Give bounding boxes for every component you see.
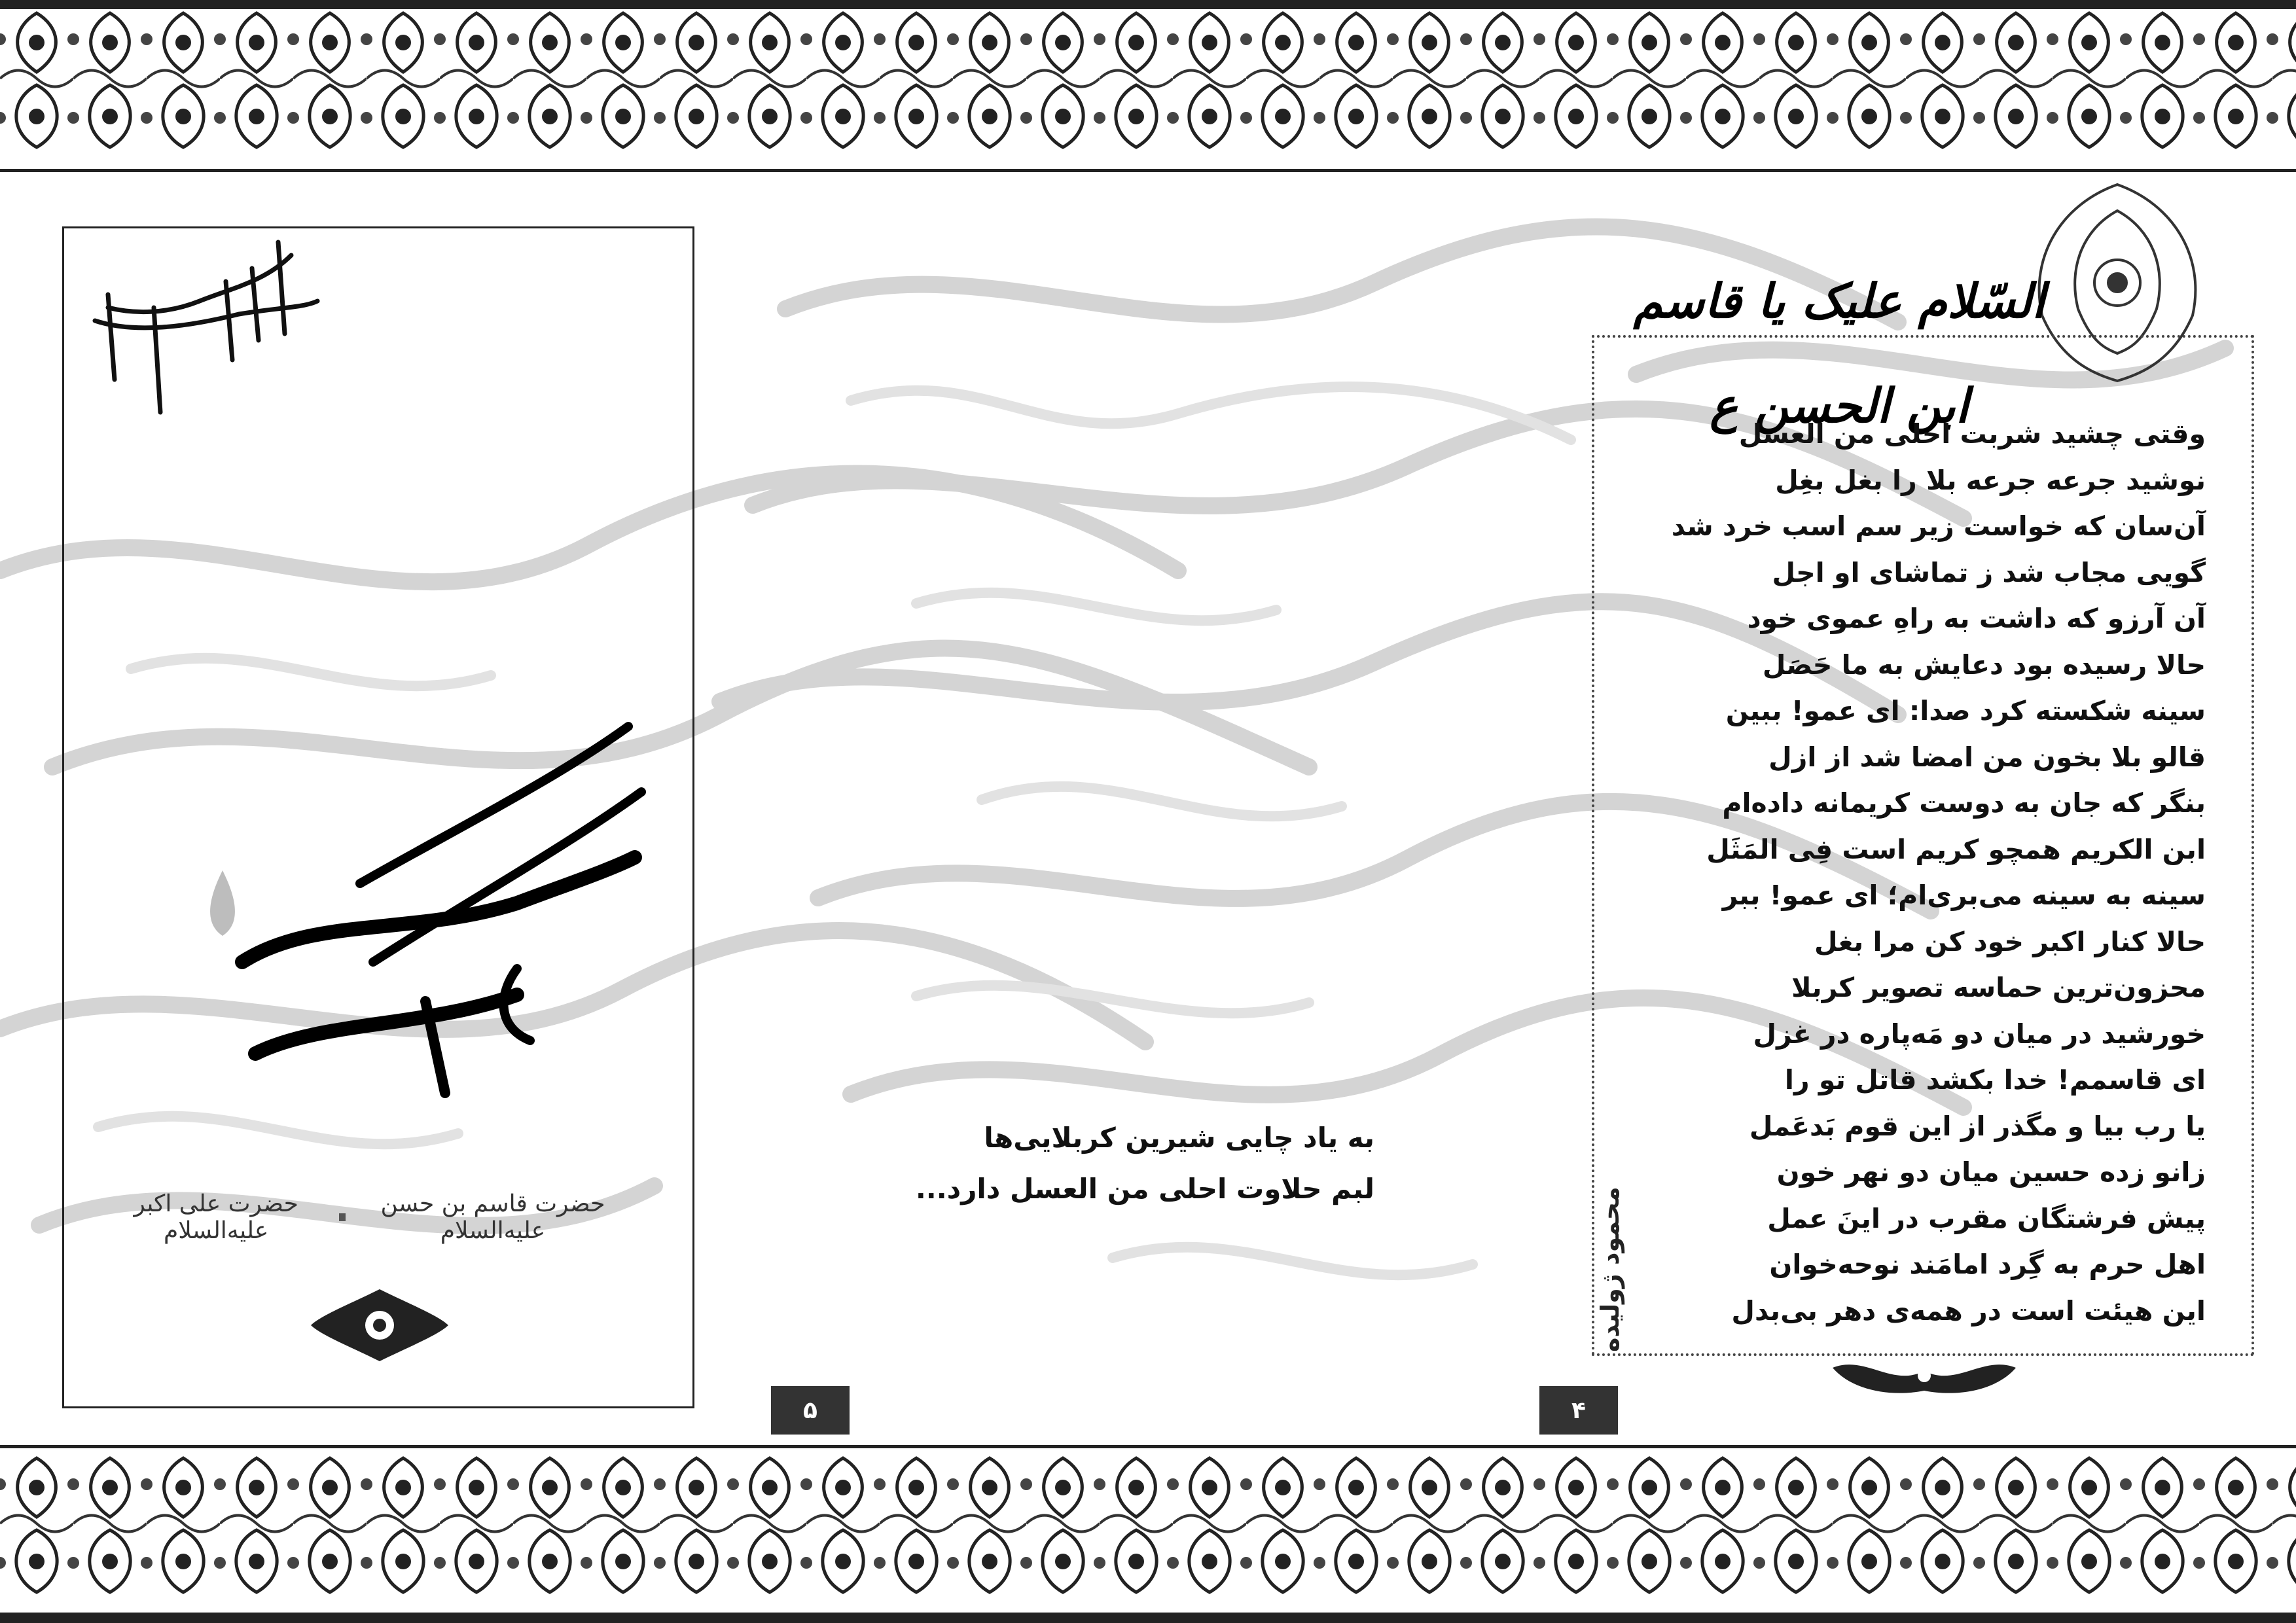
martyr-qasim: حضرت قاسم بن حسن علیه‌السلام [380, 1190, 605, 1244]
basmala-calligraphy [69, 229, 331, 438]
tear-drop-icon [210, 870, 235, 936]
poem-line: ای قاسمم! خدا بکشد قاتل تو را [1784, 1064, 2206, 1096]
poem-line: یا رب بیا و مگذر از این قوم بَدعَمل [1749, 1110, 2206, 1142]
dedication [903, 1113, 1374, 1215]
poem-line: سینه به سینه می‌بری‌ام؛ ای عمو! ببر [1722, 880, 2206, 911]
poem-header: السّلام علیک یا قاسم ابن الحسن ع [1633, 273, 2045, 433]
poem-line: وقتی چشید شربت احلی من العسل [1738, 418, 2206, 450]
martyr-ali-akbar: حضرت علی اکبر علیه‌السلام [134, 1190, 298, 1244]
poem-line: خورشید در میان دو مَه‌پاره در غزل [1753, 1018, 2206, 1050]
martyrs-line [105, 1190, 628, 1244]
top-ornamental-border [0, 0, 2296, 178]
poem-line: محزون‌ترین حماسه تصویر کربلا [1791, 972, 2206, 1003]
title-calligraphy [151, 687, 661, 1113]
cover-ornament-icon [308, 1283, 452, 1368]
page-number-right: ۴ [1539, 1386, 1618, 1435]
poem-body [1636, 411, 2206, 1334]
poem-line: اهل حرم به گِرد امامَند نوحه‌خوان [1769, 1249, 2206, 1280]
poem-line: سینه شکسته کرد صدا: ای عمو! ببین [1725, 695, 2206, 726]
poem-line: ابن الکریم همچو کریم است فِی المَثَل [1706, 833, 2206, 865]
dedication-line-1: به یاد چایی شیرین کربلایی‌ها [984, 1122, 1374, 1154]
bottom-ornamental-border [0, 1445, 2296, 1623]
poet-name: محمود ژولیده [1596, 1186, 1624, 1353]
poem-line: این هیئت است در همه‌ی دهر بی‌بدل [1731, 1294, 2206, 1327]
poem-line: قالو بلا بخون من امضا شد از ازل [1768, 741, 2206, 773]
poem-line: پیش فرشتگان مقرب در اینَ عمل [1767, 1202, 2206, 1234]
page-number-left: ۵ [771, 1386, 850, 1435]
poem-line: زانو زده حسین میان دو نهر خون [1776, 1156, 2206, 1188]
poem-bottom-ornament-icon [1826, 1355, 2022, 1400]
poem-line: آن آرزو که داشت به راهِ عموی خود [1747, 603, 2206, 634]
separator-square-icon [339, 1213, 346, 1221]
dedication-line-2: لبم حلاوت احلی من العسل دارد... [915, 1173, 1374, 1205]
poem-line: بنگر که جان به دوست کریمانه داده‌ام [1722, 787, 2206, 819]
poem-line: گویی مجاب شد ز تماشای او اجل [1772, 556, 2206, 588]
poem-line: نوشید جرعه جرعه بلا را بغل بغِل [1775, 464, 2206, 496]
poem-line: آن‌سان که خواست زیر سم اسب خرد شد [1671, 510, 2206, 542]
poem-line: حالا کنار اکبر خود کن مرا بغل [1814, 925, 2206, 957]
poem-line: حالا رسیده بود دعایش به ما حَصَل [1762, 649, 2206, 681]
